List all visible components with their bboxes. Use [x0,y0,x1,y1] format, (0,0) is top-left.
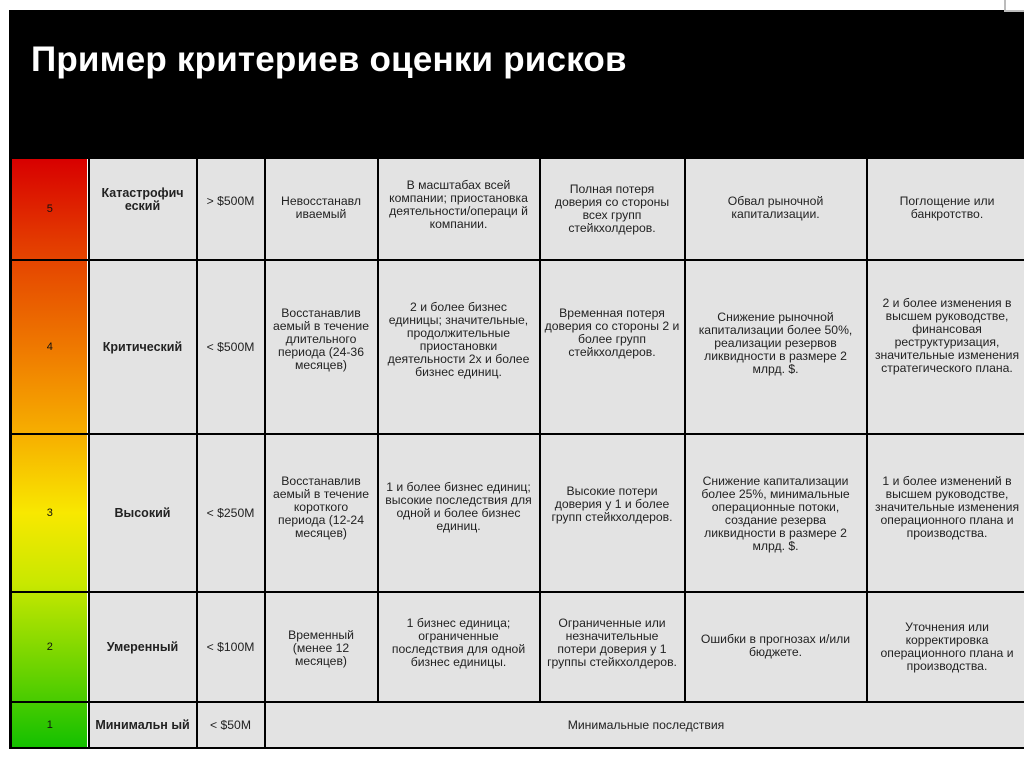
business-impact-cell: 1 и более бизнес единиц; высокие последствия для одной и более бизнес единиц. [378,434,540,592]
risk-name-minimal: Минимальн ый [89,702,197,748]
loss-amount-cell: < $50M [197,702,265,748]
loss-amount-cell: > $500M [197,158,265,260]
recovery-cell: Восстанавлив аемый в течение длительного периода (24-36 месяцев) [265,260,378,434]
recovery-cell: Невосстанавл иваемый [265,158,378,260]
business-impact-cell: 2 и более бизнес единицы; значительные, продолжительные приостановки деятельности 2х и более бизнес единиц. [378,260,540,434]
title-banner [9,10,1024,158]
loss-amount-cell: < $100M [197,592,265,702]
recovery-cell: Временный (менее 12 месяцев) [265,592,378,702]
stakeholder-trust-cell: Полная потеря доверия со стороны всех групп стейкхолдеров. [540,158,685,260]
risk-name-moderate: Умеренный [89,592,197,702]
page-title: Пример критериев оценки рисков [31,40,627,79]
table-row-level-3 [11,434,1024,592]
management-cell: 2 и более изменения в высшем руководстве, финансовая реструктуризация, значительные изменения стратегического плана. [867,260,1024,434]
stakeholder-trust-cell: Высокие потери доверия у 1 и более групп стейкхолдеров. [540,434,685,592]
business-impact-cell: 1 бизнес единица; ограниченные последствия для одной бизнес единицы. [378,592,540,702]
capitalization-cell: Снижение капитализации более 25%, минимальные операционные потоки, создание резерва ликвидности в размере 2 млрд. $. [685,434,867,592]
risk-criteria-table [9,157,1024,749]
table-row-level-1 [11,702,1024,748]
level-4-cell: 4 [11,260,89,434]
capitalization-cell: Ошибки в прогнозах и/или бюджете. [685,592,867,702]
capitalization-cell: Обвал рыночной капитализации. [685,158,867,260]
management-cell: Уточнения или корректировка операционного плана и производства. [867,592,1024,702]
corner-decoration [1004,0,1024,12]
management-cell: 1 и более изменений в высшем руководстве, значительные изменения операционного плана и производства. [867,434,1024,592]
stakeholder-trust-cell: Временная потеря доверия со стороны 2 и более групп стейкхолдеров. [540,260,685,434]
table-row-level-2 [11,592,1024,702]
loss-amount-cell: < $500M [197,260,265,434]
level-2-cell: 2 [11,592,89,702]
level-1-cell: 1 [11,702,89,748]
recovery-cell: Восстанавлив аемый в течение короткого периода (12-24 месяцев) [265,434,378,592]
management-cell: Поглощение или банкротство. [867,158,1024,260]
stakeholder-trust-cell: Ограниченные или незначительные потери доверия у 1 группы стейкхолдеров. [540,592,685,702]
risk-name-critical: Критический [89,260,197,434]
level-5-cell: 5 [11,158,89,260]
risk-name-high: Высокий [89,434,197,592]
level-3-cell: 3 [11,434,89,592]
table-row-level-5 [11,158,1024,260]
minimal-consequences-cell: Минимальные последствия [265,702,1024,748]
table-row-level-4 [11,260,1024,434]
capitalization-cell: Снижение рыночной капитализации более 50%, реализации резервов ликвидности в размере 2 млрд. $. [685,260,867,434]
business-impact-cell: В масштабах всей компании; приостановка деятельности/операци й компании. [378,158,540,260]
risk-name-catastrophic: Катастрофич еский [89,158,197,260]
loss-amount-cell: < $250M [197,434,265,592]
